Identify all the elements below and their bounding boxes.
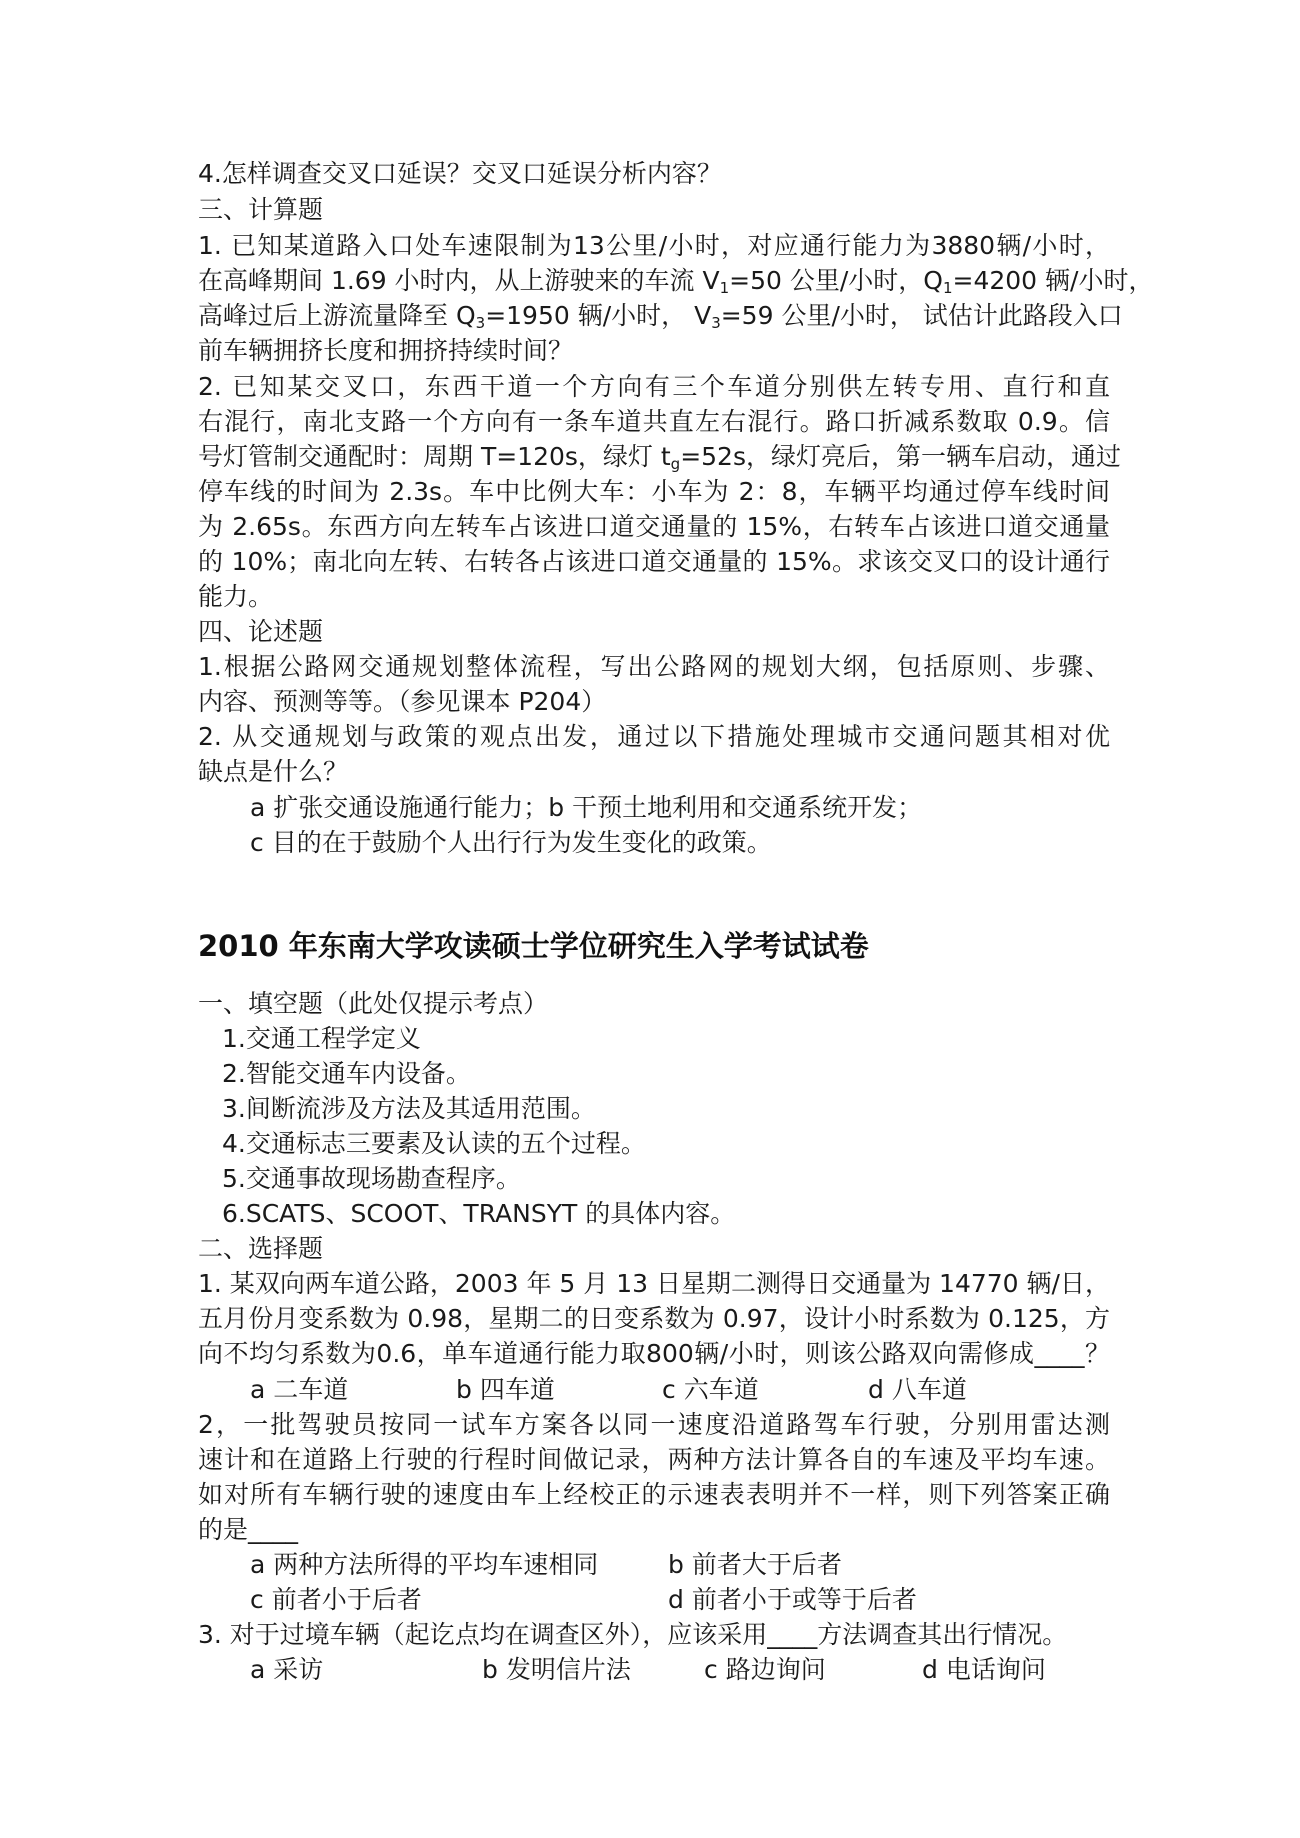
fill-item: 6.SCATS、SCOOT、TRANSYT 的具体内容。	[222, 1199, 736, 1228]
choice3-option-c: c 路边询问	[704, 1655, 826, 1684]
choice3-option-b: b 发明信片法	[482, 1655, 631, 1684]
section-header-essay: 四、论述题	[198, 617, 324, 646]
choice1-line-1: 1. 某双向两车道公路，2003 年 5 月 13 日星期二测得日交通量为 14770 辆/日，	[198, 1269, 1110, 1298]
fill-item: 2.智能交通车内设备。	[222, 1059, 471, 1088]
choice2-options-row1	[250, 1548, 842, 1582]
calc1-line-3: 高峰过后上游流量降至 $Q_3=1950$ 辆/小时， $V_3=59$ 公里/小时， 试估计此路段入口	[198, 301, 1123, 332]
choice2-line-1: 2，一批驾驶员按同一试车方案各以同一速度沿道路驾车行驶，分别用雷达测	[198, 1410, 1110, 1439]
choice1-line-2: 五月份月变系数为 0.98，星期二的日变系数为 0.97，设计小时系数为 0.125，方	[198, 1304, 1110, 1333]
choice2-line-3: 如对所有车辆行驶的速度由车上经校正的示速表表明并不一样，则下列答案正确	[198, 1480, 1110, 1509]
choice2-options-row2	[250, 1583, 917, 1617]
choice3-option-d: d 电话询问	[922, 1655, 1046, 1684]
choice1-line-3: 向不均匀系数为0.6，单车道通行能力取800辆/小时，则该公路双向需修成____？	[198, 1339, 1110, 1368]
fill-item: 5.交通事故现场勘查程序。	[222, 1164, 521, 1193]
calc2-line-6: 的 10%；南北向左转、右转各占该进口道交通量的 15%。求该交叉口的设计通行	[198, 547, 1110, 576]
essay2-line-2: 缺点是什么？	[198, 757, 349, 786]
choice1-option-b: b 四车道	[456, 1375, 555, 1404]
calc2-line-2: 右混行，南北支路一个方向有一条车道共直左右混行。路口折减系数取 0.9。信	[198, 407, 1110, 436]
essay1-line-2: 内容、预测等等。（参见课本 P204）	[198, 687, 607, 716]
choice3-line: 3. 对于过境车辆（起讫点均在调查区外），应该采用____方法调查其出行情况。	[198, 1620, 1068, 1649]
choice2-line-4: 的是____	[198, 1515, 299, 1544]
essay1-line-1: 1.根据公路网交通规划整体流程，写出公路网的规划大纲，包括原则、步骤、	[198, 652, 1110, 681]
question-4: 4.怎样调查交叉口延误？交叉口延误分析内容？	[198, 159, 722, 188]
section-header-choice: 二、选择题	[198, 1234, 324, 1263]
calc2-line-5: 为 2.65s。东西方向左转车占该进口道交通量的 15%，右转车占该进口道交通量	[198, 512, 1110, 541]
essay2-option-c: c 目的在于鼓励个人出行行为发生变化的政策。	[250, 828, 772, 857]
choice2-option-a: a 两种方法所得的平均车速相同	[250, 1550, 599, 1579]
section-header-fill: 一、填空题（此处仅提示考点）	[198, 989, 549, 1018]
calc2-line-7: 能力。	[198, 582, 274, 611]
choice1-option-d: d 八车道	[868, 1375, 967, 1404]
calc1-line-1: 1. 已知某道路入口处车速限制为13公里/小时，对应通行能力为3880辆/小时，	[198, 231, 1110, 260]
essay2-line-1: 2. 从交通规划与政策的观点出发，通过以下措施处理城市交通问题其相对优	[198, 722, 1110, 751]
choice3-options	[250, 1653, 1046, 1687]
calc2-line-3: 号灯管制交通配时：周期 T=120s，绿灯 $t_g=52s$，绿灯亮后，第一辆车启动，通过	[198, 442, 1121, 473]
essay2-option-ab: a 扩张交通设施通行能力；b 干预土地利用和交通系统开发；	[250, 793, 923, 822]
choice3-option-a: a 采访	[250, 1655, 324, 1684]
calc2-line-1: 2. 已知某交叉口，东西干道一个方向有三个车道分别供左转专用、直行和直	[198, 372, 1110, 401]
fill-item: 3.间断流涉及方法及其适用范围。	[222, 1094, 596, 1123]
choice2-line-2: 速计和在道路上行驶的行程时间做记录，两种方法计算各自的车速及平均车速。	[198, 1445, 1110, 1474]
choice2-option-b: b 前者大于后者	[668, 1550, 842, 1579]
calc2-line-4: 停车线的时间为 2.3s。车中比例大车：小车为 2：8，车辆平均通过停车线时间	[198, 477, 1110, 506]
calc1-line-2: 在高峰期间 1.69 小时内，从上游驶来的车流 $V_1=50$ 公里/小时，$Q_1=4200$ 辆/小时，	[198, 266, 1154, 297]
exam-title: 2010 年东南大学攻读硕士学位研究生入学考试试卷	[198, 929, 869, 963]
section-header-calculation: 三、计算题	[198, 195, 324, 224]
choice1-options	[250, 1373, 967, 1407]
choice1-option-a: a 二车道	[250, 1375, 349, 1404]
fill-item: 4.交通标志三要素及认读的五个过程。	[222, 1129, 646, 1158]
choice1-option-c: c 六车道	[662, 1375, 759, 1404]
choice2-option-d: d 前者小于或等于后者	[668, 1585, 917, 1614]
fill-item: 1.交通工程学定义	[222, 1024, 421, 1053]
choice2-option-c: c 前者小于后者	[250, 1585, 422, 1614]
calc1-line-4: 前车辆拥挤长度和拥挤持续时间？	[198, 336, 574, 365]
